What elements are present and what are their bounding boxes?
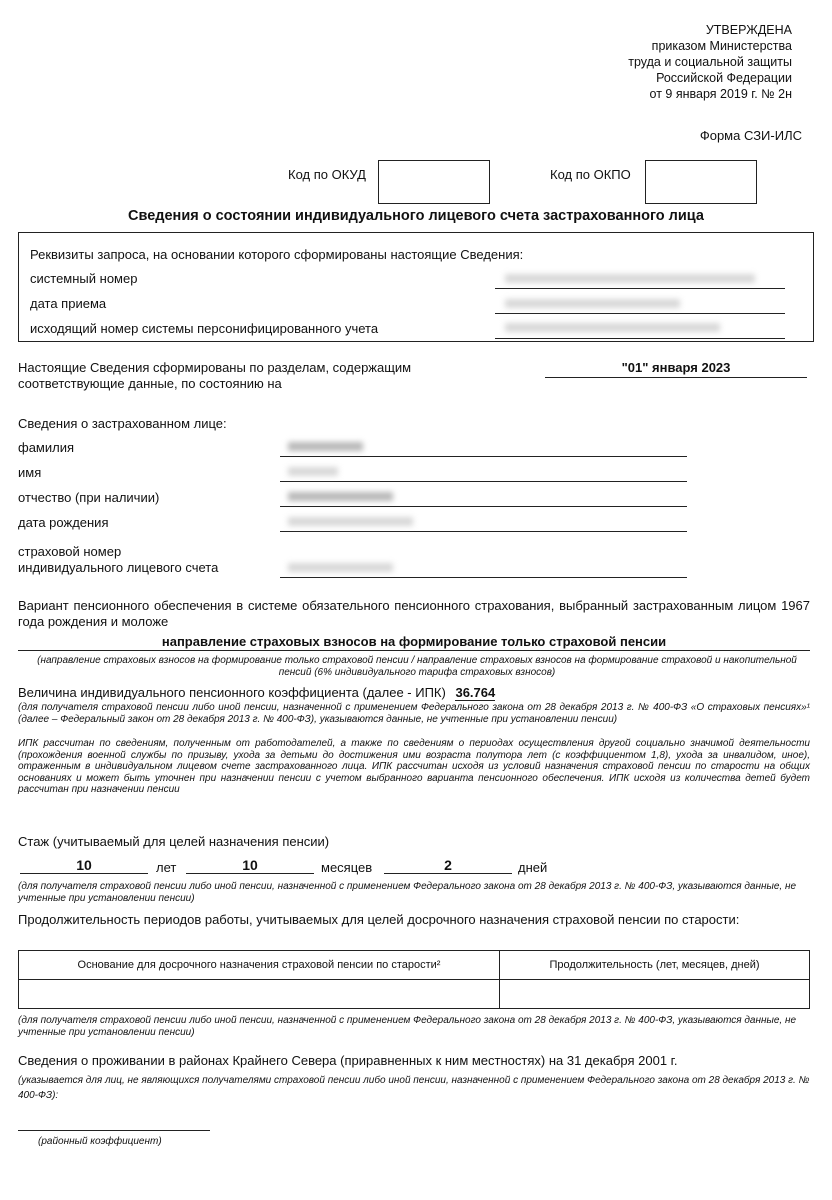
redacted-name	[288, 467, 338, 476]
birthdate-label: дата рождения	[18, 515, 109, 530]
approval-title: УТВЕРЖДЕНА	[705, 23, 792, 37]
early-col1-header: Основание для досрочного назначения страховой пенсии по старости²	[19, 951, 500, 980]
pension-option-value: направление страховых взносов на формирование только страховой пенсии	[18, 634, 810, 651]
formed-text	[18, 360, 411, 392]
redacted-snils	[288, 563, 393, 572]
snils-label-line: индивидуального лицевого счета	[18, 560, 219, 575]
redacted-outgoing-number	[505, 323, 720, 332]
formed-text-line: Настоящие Сведения сформированы по разделам, содержащим	[18, 360, 412, 375]
table-row	[19, 980, 810, 1009]
approval-line: Российской Федерации	[656, 71, 792, 85]
document-title: Сведения о состоянии индивидуального лицевого счета застрахованного лица	[128, 208, 704, 224]
okud-box	[378, 160, 490, 204]
redacted-birthdate	[288, 517, 413, 526]
approval-line: приказом Министерства	[651, 39, 792, 53]
years-unit: лет	[156, 860, 177, 875]
ipk-note: (для получателя страховой пенсии либо иной пенсии, назначенной с применением Федерального закона от 28 декабря 2013 г. № 400-ФЗ «О страховых пенсиях»¹ (далее – Федеральный закон от 28 декабря 2013 г. № 400-ФЗ), указываются данные, не учтенные при установлении пенсии)	[18, 702, 810, 725]
receive-date-label: дата приема	[30, 296, 107, 311]
form-code: Форма СЗИ-ИЛС	[699, 128, 802, 143]
north-note: (указывается для лиц, не являющихся получателями страховой пенсии либо иной пенсии, назначенной с применением Федерального закона от 28 декабря 2013 г. № 400-ФЗ):	[18, 1075, 810, 1101]
approval-line: от 9 января 2019 г. № 2н	[649, 87, 792, 101]
name-label: имя	[18, 465, 42, 480]
early-table	[18, 950, 810, 1009]
surname-label: фамилия	[18, 440, 75, 455]
formed-text-line: соответствующие данные, по состоянию на	[18, 376, 282, 391]
ipk-row	[18, 685, 495, 700]
ipk-value: 36.764	[455, 685, 496, 700]
insured-heading: Сведения о застрахованном лице:	[18, 416, 227, 431]
coef-line	[18, 1130, 210, 1131]
approval-line: труда и социальной защиты	[628, 55, 792, 69]
days-unit: дней	[518, 860, 548, 875]
snils-label	[18, 544, 218, 576]
ipk-explanation: ИПК рассчитан по сведениям, полученным от работодателей, а также по сведениям о периодах осуществления другой социально значимой деятельности (прохождения военной службы по призыву, ухода за детьми до достижения ими возраста полутора лет (с коэффициентом 1,8), ухода за инвалидом, иное), отраженным в индивидуальном лицевом счете застрахованного лица. ИПК рассчитан исходя из условий назначения страховой пенсии по старости на общих основаниях и может быть уточнен при назначении пенсии с учетом выбранного варианта пенсионного обеспечения. ИПК исходя из количества детей будет рассчитан при назначении пенсии	[18, 738, 810, 795]
early-label: Продолжительность периодов работы, учитываемых для целей досрочного назначения страховой пенсии по старости:	[18, 912, 740, 927]
request-heading: Реквизиты запроса, на основании которого сформированы настоящие Сведения:	[30, 247, 524, 262]
experience-days: 2	[384, 857, 512, 874]
early-col2-header: Продолжительность (лет, месяцев, дней)	[500, 951, 810, 980]
early-note: (для получателя страховой пенсии либо иной пенсии, назначенной с применением Федерального закона от 28 декабря 2013 г. № 400-ФЗ, указываются данные, не учтенные при установлении пенсии)	[18, 1015, 797, 1038]
outgoing-number-label: исходящий номер системы персонифицированного учета	[30, 321, 379, 336]
early-duration-cell	[500, 980, 810, 1009]
pension-option-note: (направление страховых взносов на формирование только страховой пенсии / направление страховых взносов на формирование страховой и накопительной пенсий (6% индивидуального тарифа страховых взносов)	[37, 655, 797, 678]
approval-block	[628, 22, 792, 102]
early-basis-cell	[19, 980, 500, 1009]
name-line	[280, 461, 687, 482]
redacted-receive-date	[505, 299, 680, 308]
formed-date: "01" января 2023	[545, 360, 807, 378]
okpo-label: Код по ОКПО	[550, 167, 631, 182]
redacted-system-number	[505, 274, 755, 283]
redacted-patronymic	[288, 492, 393, 501]
experience-months: 10	[186, 857, 314, 874]
months-unit: месяцев	[321, 860, 373, 875]
north-label: Сведения о проживании в районах Крайнего Севера (приравненных к ним местностях) на 31 декабря 2001 г.	[18, 1053, 678, 1068]
redacted-surname	[288, 442, 363, 451]
ipk-label: Величина индивидуального пенсионного коэффициента (далее - ИПК)	[18, 685, 446, 700]
patronymic-label: отчество (при наличии)	[18, 490, 160, 505]
experience-note: (для получателя страховой пенсии либо иной пенсии, назначенной с применением Федерального закона от 28 декабря 2013 г. № 400-ФЗ, указываются данные, не учтенные при установлении пенсии)	[18, 881, 797, 904]
table-row	[19, 951, 810, 980]
okpo-box	[645, 160, 757, 204]
system-number-label: системный номер	[30, 271, 138, 286]
experience-years: 10	[20, 857, 148, 874]
coef-label: (районный коэффициент)	[38, 1136, 162, 1147]
okud-label: Код по ОКУД	[288, 167, 366, 182]
experience-label: Стаж (учитываемый для целей назначения пенсии)	[18, 834, 330, 849]
snils-label-line: страховой номер	[18, 544, 122, 559]
pension-option-text: Вариант пенсионного обеспечения в системе обязательного пенсионного страхования, выбранный застрахованным лицом 1967 года рождения и моложе	[18, 598, 810, 629]
